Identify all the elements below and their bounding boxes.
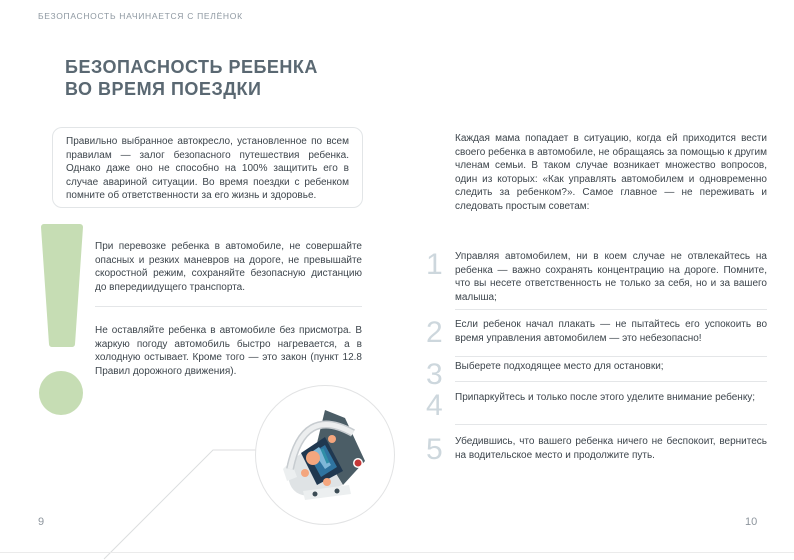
- intro-paragraph: Правильно выбранное автокресло, установленное по всем правилам — залог безопасного путешествия ребенка. Однако даже оно не способно на 100% защитить его в случае авариной ситуации. Во время поездки с ребенком помните об ответственности за его жизнь и здоровье.: [66, 136, 349, 202]
- step-divider: [455, 356, 767, 357]
- step-text-2: Если ребенок начал плакать — не пытайтесь его успокоить во время управления автомобилем — это небезопасно!: [455, 319, 767, 344]
- step-text-5: Убедившись, что вашего ребенка ничего не беспокоит, вернитесь на водительское место и продолжите путь.: [455, 436, 767, 461]
- step-divider: [455, 424, 767, 425]
- exclamation-icon: [36, 220, 88, 420]
- step-number-5: 5: [426, 433, 443, 466]
- step-item-5: [426, 433, 767, 466]
- decorative-line: [100, 444, 260, 560]
- step-number-4: 4: [426, 389, 443, 422]
- running-header: БЕЗОПАСНОСТЬ НАЧИНАЕТСЯ С ПЕЛЁНОК: [38, 11, 243, 21]
- step-divider: [455, 381, 767, 382]
- step-text-1: Управляя автомобилем, ни в коем случае не отвлекайтесь на ребенка — важно сохранять концентрацию на дороге. Помните, что вы несете ответственность не только за себя, но и за вашего малыша;: [455, 251, 767, 303]
- step-item-1: [426, 250, 767, 304]
- page-title-line1: БЕЗОПАСНОСТЬ РЕБЕНКА: [65, 57, 318, 77]
- step-item-4: [426, 389, 767, 422]
- step-number-1: 1: [426, 248, 443, 281]
- page-title-line2: ВО ВРЕМЯ ПОЕЗДКИ: [65, 79, 262, 99]
- tip-divider: [95, 306, 362, 307]
- baby-car-seat-illustration: [275, 403, 375, 503]
- tip-paragraph-1: При перевозке ребенка в автомобиле, не совершайте опасных и резких маневров на дороге, не превышайте скоростной режим, сохраняйте безопасную дистанцию до впередиидущего транспорта.: [95, 241, 362, 293]
- tip-paragraph-2: Не оставляйте ребенка в автомобиле без присмотра. В жаркую погоду автомобиль быстро нагревается, а в холодную остывает. Кроме того — это закон (пункт 12.8 Правил дорожного движения).: [95, 325, 362, 377]
- page-title: [65, 56, 318, 100]
- step-text-4: Припаркуйтесь и только после этого уделите внимание ребенку;: [455, 392, 756, 403]
- step-number-3: 3: [426, 358, 443, 391]
- right-intro-paragraph: Каждая мама попадает в ситуацию, когда ей приходится вести своего ребенка в автомобиле, не обращаясь за помощью к другим членам семьи. В таком случае возникает множество вопросов, один из которых: «Как управлять автомобилем и одновременно следить за ребенком?». Самое главное — не переживать и следовать простым советам:: [455, 133, 767, 212]
- page-number-right: 10: [745, 516, 758, 528]
- bottom-rule: [0, 552, 794, 553]
- step-item-2: [426, 316, 767, 349]
- intro-card: [52, 127, 363, 208]
- step-item-3: [426, 358, 767, 391]
- page-number-left: 9: [38, 516, 45, 528]
- step-text-3: Выберете подходящее место для остановки;: [455, 361, 664, 372]
- step-number-2: 2: [426, 316, 443, 349]
- step-divider: [455, 309, 767, 310]
